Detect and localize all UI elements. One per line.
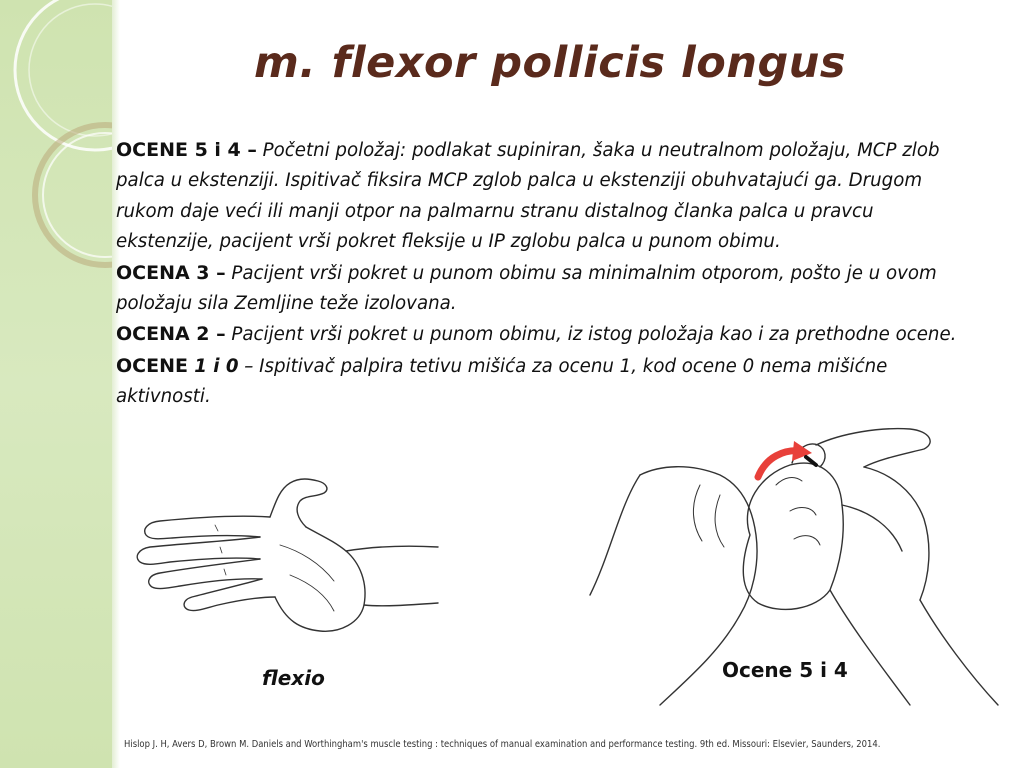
sidebar-decoration (0, 0, 112, 768)
hand-flexion-illustration (120, 455, 440, 655)
text-ocene-1-0: – Ispitivač palpira tetivu mišića za ocenu 1, kod ocene 0 nema mišićne aktivnosti. (116, 355, 888, 408)
text-ocena-2: Pacijent vrši pokret u punom obimu, iz istog položaja kao i za prethodne ocene. (225, 324, 957, 346)
decorative-rings (0, 0, 112, 768)
paragraph-ocena-3 (116, 263, 937, 314)
text-ocene-5-4: Početni položaj: podlakat supiniran, šaka u neutralnom položaju, MCP zlob palca u ekstenziji. Ispitivač fiksira MCP zglob palca u ekstenziji obuhvatajući ga. Drugom rukom daje veći ili manji otpor na palmarnu stranu distalnog članka palca u pravcu ekstenzije, pacijent vrši pokret fleksije u IP zglobu palca u punom obimu. (116, 140, 940, 253)
lead-ocene-5-4: OCENE 5 i 4 – (116, 139, 257, 161)
text-ocena-3: Pacijent vrši pokret u punom obimu sa minimalnim otporom, pošto je u ovom položaju sila Zemljine teže izolovana. (116, 262, 937, 315)
paragraph-ocene-1-0 (116, 356, 887, 407)
lead-ocena-2: OCENA 2 – (116, 323, 226, 346)
lead-ocena-3: OCENA 3 – (116, 261, 226, 284)
lead-ocene-1-0-grade: 1 i 0 (187, 355, 239, 377)
caption-ocene-5-4: Ocene 5 i 4 (722, 658, 848, 682)
paragraph-ocene-5-4 (116, 140, 940, 252)
slide-title: m. flexor pollicis longus (254, 38, 846, 88)
caption-flexio: flexio (262, 666, 325, 690)
lead-ocene-1-0: OCENE (116, 354, 188, 377)
paragraph-ocena-2 (116, 324, 956, 345)
body-text (116, 135, 976, 413)
citation: Hislop J. H, Avers D, Brown M. Daniels and Worthingham's muscle testing : techniques of manual examination and performance testing. 9th ed. Missouri: Elsevier, Saunders, 2014. (124, 739, 881, 750)
